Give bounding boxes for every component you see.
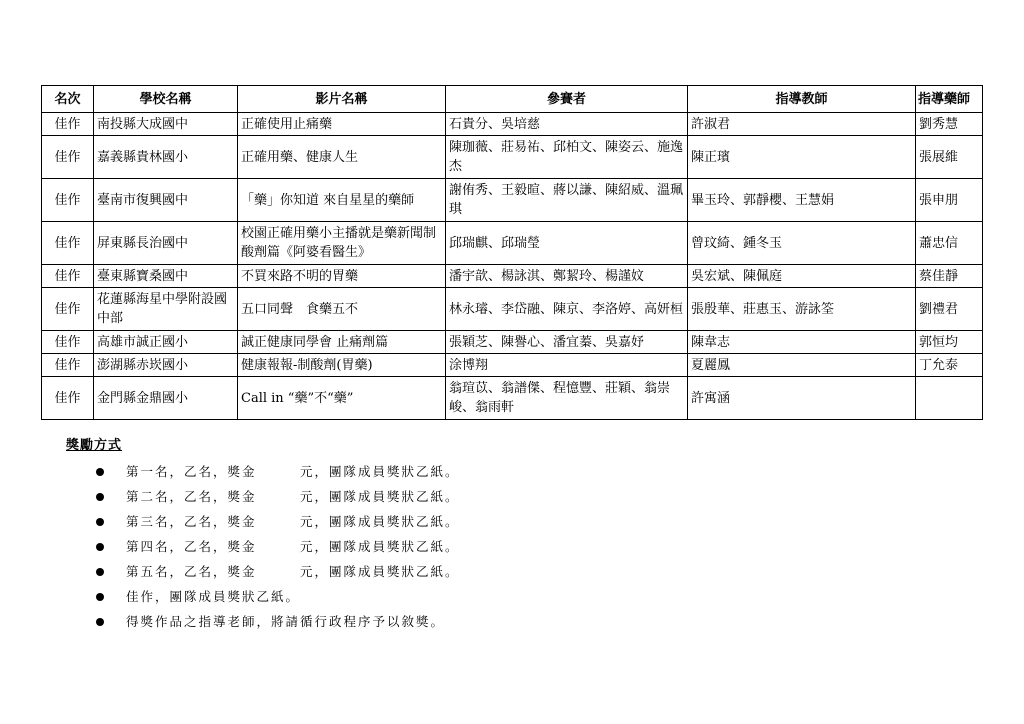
cell-school: 花蓮縣海星中學附設國中部 <box>94 288 238 331</box>
cell-participants: 陳珈薇、莊易祐、邱柏文、陳姿云、施逸杰 <box>446 136 688 179</box>
cell-participants: 林永璿、李岱融、陳京、李洛婷、高妍桓 <box>446 288 688 331</box>
cell-pharmacist: 丁允泰 <box>916 354 983 377</box>
reward-item-text: 佳作，團隊成員獎狀乙紙。 <box>126 589 301 604</box>
cell-pharmacist: 郭恒均 <box>916 331 983 354</box>
cell-film: 校園正確用藥小主播就是藥新聞制酸劑篇《阿婆看醫生》 <box>238 222 446 265</box>
bullet-icon <box>96 618 104 626</box>
table-row <box>42 265 983 288</box>
table-row <box>42 179 983 222</box>
cell-film: 正確用藥、健康人生 <box>238 136 446 179</box>
cell-teacher: 曾玟綺、鍾冬玉 <box>688 222 916 265</box>
cell-participants: 邱瑞麒、邱瑞瑩 <box>446 222 688 265</box>
reward-item-text: 第四名，乙名，獎金 元，團隊成員獎狀乙紙。 <box>126 539 460 554</box>
cell-school: 臺東縣寶桑國中 <box>94 265 238 288</box>
cell-participants: 涂博翔 <box>446 354 688 377</box>
cell-teacher: 許淑君 <box>688 113 916 136</box>
header-film: 影片名稱 <box>238 86 446 113</box>
awards-table <box>41 85 983 420</box>
cell-film: 健康報報-制酸劑(胃藥) <box>238 354 446 377</box>
list-item <box>66 459 460 484</box>
list-item <box>66 534 460 559</box>
reward-section <box>66 434 460 634</box>
cell-rank: 佳作 <box>42 265 94 288</box>
list-item <box>66 484 460 509</box>
cell-film: 五口同聲 食藥五不 <box>238 288 446 331</box>
cell-rank: 佳作 <box>42 354 94 377</box>
cell-rank: 佳作 <box>42 377 94 420</box>
bullet-icon <box>96 593 104 601</box>
cell-participants: 潘宇歆、楊詠淇、鄭絜玲、楊謹妏 <box>446 265 688 288</box>
cell-film: 誠正健康同學會 止痛劑篇 <box>238 331 446 354</box>
cell-school: 高雄市誠正國小 <box>94 331 238 354</box>
cell-pharmacist: 蔡佳靜 <box>916 265 983 288</box>
list-item <box>66 609 460 634</box>
header-pharmacist: 指導藥師 <box>916 86 983 113</box>
cell-pharmacist <box>916 377 983 420</box>
cell-school: 嘉義縣貴林國小 <box>94 136 238 179</box>
header-teacher: 指導教師 <box>688 86 916 113</box>
cell-school: 南投縣大成國中 <box>94 113 238 136</box>
cell-teacher: 張殷華、莊惠玉、游詠筌 <box>688 288 916 331</box>
cell-film: 不買來路不明的胃藥 <box>238 265 446 288</box>
reward-item-text: 第一名，乙名，獎金 元，團隊成員獎狀乙紙。 <box>126 464 460 479</box>
cell-pharmacist: 蕭忠信 <box>916 222 983 265</box>
cell-school: 屏東縣長治國中 <box>94 222 238 265</box>
cell-rank: 佳作 <box>42 113 94 136</box>
cell-teacher: 夏麗鳳 <box>688 354 916 377</box>
reward-title: 獎勵方式 <box>66 438 123 453</box>
cell-rank: 佳作 <box>42 222 94 265</box>
list-item <box>66 509 460 534</box>
table-row <box>42 113 983 136</box>
list-item <box>66 559 460 584</box>
cell-participants: 謝侑秀、王毅暄、蔣以謙、陳紹威、溫珮琪 <box>446 179 688 222</box>
cell-rank: 佳作 <box>42 136 94 179</box>
cell-teacher: 許寓涵 <box>688 377 916 420</box>
cell-pharmacist: 張申朋 <box>916 179 983 222</box>
cell-pharmacist: 劉禮君 <box>916 288 983 331</box>
list-item <box>66 584 460 609</box>
cell-participants: 翁瑄苡、翁譜傑、程憶豐、莊穎、翁崇峻、翁雨軒 <box>446 377 688 420</box>
cell-pharmacist: 劉秀慧 <box>916 113 983 136</box>
header-rank: 名次 <box>42 86 94 113</box>
reward-item-text: 第二名，乙名，獎金 元，團隊成員獎狀乙紙。 <box>126 489 460 504</box>
cell-rank: 佳作 <box>42 179 94 222</box>
cell-participants: 石貴分、吳培慈 <box>446 113 688 136</box>
cell-teacher: 吳宏斌、陳佩庭 <box>688 265 916 288</box>
bullet-icon <box>96 543 104 551</box>
header-participants: 參賽者 <box>446 86 688 113</box>
bullet-icon <box>96 518 104 526</box>
cell-rank: 佳作 <box>42 331 94 354</box>
cell-teacher: 陳韋志 <box>688 331 916 354</box>
reward-item-text: 第三名，乙名，獎金 元，團隊成員獎狀乙紙。 <box>126 514 460 529</box>
cell-school: 金門縣金鼎國小 <box>94 377 238 420</box>
table-row <box>42 354 983 377</box>
table-row <box>42 331 983 354</box>
reward-item-text: 得獎作品之指導老師，將請循行政程序予以敘獎。 <box>126 614 446 629</box>
table-row <box>42 377 983 420</box>
cell-film: 正確使用止痛藥 <box>238 113 446 136</box>
bullet-icon <box>96 568 104 576</box>
cell-film: Call in “藥”不“藥” <box>238 377 446 420</box>
reward-item-text: 第五名，乙名，獎金 元，團隊成員獎狀乙紙。 <box>126 564 460 579</box>
cell-school: 臺南市復興國中 <box>94 179 238 222</box>
table-header-row <box>42 86 983 113</box>
cell-pharmacist: 張展維 <box>916 136 983 179</box>
bullet-icon <box>96 493 104 501</box>
cell-participants: 張穎芝、陳譽心、潘宜蓁、吳嘉妤 <box>446 331 688 354</box>
reward-list <box>66 459 460 634</box>
cell-rank: 佳作 <box>42 288 94 331</box>
table-row <box>42 288 983 331</box>
cell-film: 「藥」你知道 來自星星的藥師 <box>238 179 446 222</box>
header-school: 學校名稱 <box>94 86 238 113</box>
bullet-icon <box>96 468 104 476</box>
document-page <box>41 85 982 420</box>
cell-teacher: 陳正璸 <box>688 136 916 179</box>
table-row <box>42 222 983 265</box>
cell-teacher: 畢玉玲、郭靜櫻、王慧娟 <box>688 179 916 222</box>
table-row <box>42 136 983 179</box>
cell-school: 澎湖縣赤崁國小 <box>94 354 238 377</box>
